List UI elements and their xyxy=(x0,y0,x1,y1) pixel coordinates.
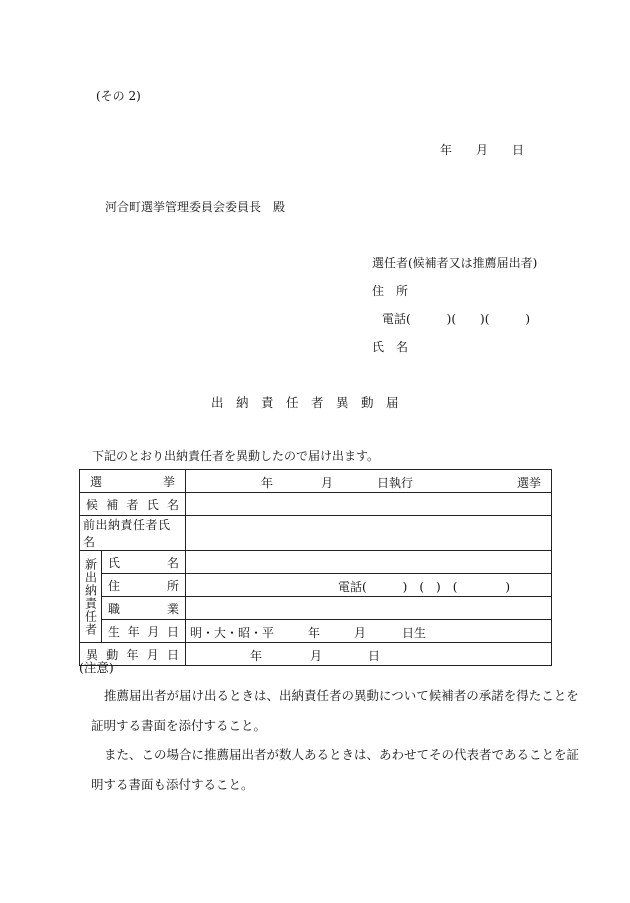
new-group-label xyxy=(80,551,102,643)
new-birth-label xyxy=(102,620,186,643)
candidate-label-char: 氏 xyxy=(146,497,159,512)
appointer-address-label: 住 所 xyxy=(372,284,409,298)
election-suffix: 選挙 xyxy=(517,476,542,490)
new-occupation-label xyxy=(102,597,186,620)
candidate-label-char: 候 xyxy=(86,497,99,512)
new-name-value-cell[interactable] xyxy=(186,551,552,574)
date-day: 日 xyxy=(512,143,525,157)
previous-label xyxy=(80,516,186,551)
birth-day: 日生 xyxy=(402,626,427,640)
change-label-char: 日 xyxy=(166,647,179,662)
change-label-char: 年 xyxy=(126,647,139,662)
new-occupation-label-char: 業 xyxy=(166,601,179,616)
change-label-char: 動 xyxy=(106,647,119,662)
new-occupation-value-cell[interactable] xyxy=(186,597,552,620)
row-new-name xyxy=(80,551,552,574)
new-phone-text: 電話( ) ( ) ( ) xyxy=(338,580,511,594)
change-date-value-cell[interactable] xyxy=(186,643,552,666)
change-day: 日 xyxy=(368,649,381,663)
new-occupation-label-char: 職 xyxy=(108,601,121,616)
election-label-char: 挙 xyxy=(162,474,175,489)
row-new-birth xyxy=(80,620,552,643)
row-candidate xyxy=(80,493,552,516)
notes-heading: (注意) xyxy=(79,660,114,675)
form-number: (その 2) xyxy=(96,89,141,103)
previous-value-cell[interactable] xyxy=(186,516,552,551)
new-birth-label-char: 年 xyxy=(127,624,140,639)
new-birth-label-char: 生 xyxy=(108,624,121,639)
form-table xyxy=(79,469,552,666)
candidate-label-char: 名 xyxy=(166,497,179,512)
notes-line-4: 明する書面も添付すること。 xyxy=(91,777,254,792)
election-year: 年 xyxy=(261,476,274,490)
election-value-cell[interactable] xyxy=(186,470,552,493)
new-birth-label-char: 日 xyxy=(166,624,179,639)
election-label xyxy=(80,470,186,493)
change-label-char: 異 xyxy=(86,647,99,662)
change-year: 年 xyxy=(250,649,263,663)
new-name-label-char: 氏 xyxy=(108,555,121,570)
row-election xyxy=(80,470,552,493)
new-address-label xyxy=(102,574,186,597)
election-day: 日執行 xyxy=(377,476,414,490)
notes-line-2: 証明する書面を添付すること。 xyxy=(91,718,267,733)
date-year: 年 xyxy=(440,143,453,157)
intro-text: 下記のとおり出納責任者を異動したので届け出ます。 xyxy=(92,449,380,463)
row-change-date xyxy=(80,643,552,666)
notes-line-3: また、この場合に推薦届出者が数人あるときは、あわせてその代表者であることを証 xyxy=(104,747,580,762)
candidate-label xyxy=(80,493,186,516)
appointer-phone-label: 電話( )( )( ) xyxy=(382,312,531,326)
birth-month: 月 xyxy=(354,626,367,640)
election-label-char: 選 xyxy=(90,474,103,489)
row-new-occupation xyxy=(80,597,552,620)
new-name-label xyxy=(102,551,186,574)
new-address-value-cell[interactable] xyxy=(186,574,552,597)
candidate-value-cell[interactable] xyxy=(186,493,552,516)
new-address-label-char: 所 xyxy=(166,578,179,593)
candidate-label-char: 者 xyxy=(126,497,139,512)
previous-label-text: 前出納責任者氏名 xyxy=(83,518,171,549)
document-title: 出 納 責 任 者 異 動 届 xyxy=(211,395,399,410)
notes-line-1: 推薦届出者が届け出るときは、出納責任者の異動について候補者の承諾を得たことを xyxy=(104,688,579,703)
new-address-label-char: 住 xyxy=(108,578,121,593)
date-month: 月 xyxy=(476,143,489,157)
change-month: 月 xyxy=(310,649,323,663)
change-label-char: 月 xyxy=(146,647,159,662)
row-previous xyxy=(80,516,552,551)
addressee: 河合町選挙管理委員会委員長 殿 xyxy=(105,200,286,214)
new-birth-value-cell[interactable] xyxy=(186,620,552,643)
birth-year: 年 xyxy=(308,626,321,640)
new-name-label-char: 名 xyxy=(166,555,179,570)
appointer-title: 選任者(候補者又は推薦届出者) xyxy=(372,256,538,270)
row-new-address xyxy=(80,574,552,597)
appointer-name-label: 氏 名 xyxy=(372,340,409,354)
candidate-label-char: 補 xyxy=(106,497,119,512)
election-month: 月 xyxy=(321,476,334,490)
new-birth-label-char: 月 xyxy=(147,624,160,639)
birth-era-options: 明・大・昭・平 xyxy=(190,626,275,640)
new-group-label-text: 新出納責任者 xyxy=(83,557,98,636)
